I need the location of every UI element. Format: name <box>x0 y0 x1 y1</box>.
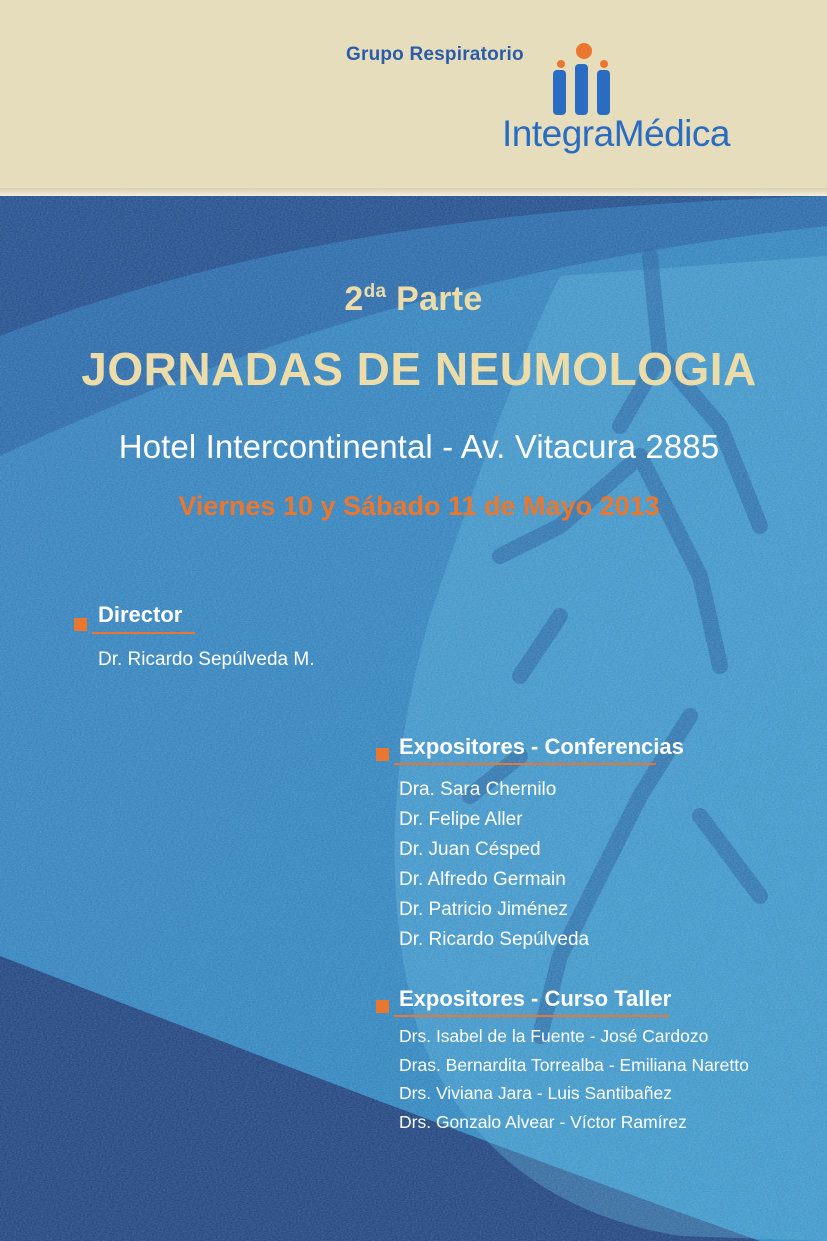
curso-taller-underline <box>394 1015 669 1017</box>
list-item: Dra. Sara Chernilo <box>399 779 557 800</box>
list-item: Dras. Bernardita Torrealba - Emiliana Naretto <box>399 1054 749 1075</box>
header-divider <box>0 188 827 196</box>
list-item: Dr. Patricio Jiménez <box>399 899 568 920</box>
list-item: Drs. Isabel de la Fuente - José Cardozo <box>399 1026 709 1046</box>
curso-taller-bullet-icon <box>376 1000 389 1013</box>
director-name: Dr. Ricardo Sepúlveda M. <box>98 649 315 670</box>
curso-taller-speaker-list <box>399 1022 749 1136</box>
director-list <box>98 645 315 675</box>
curso-taller-heading: Expositores - Curso Taller <box>399 986 672 1011</box>
edition-number: 2 <box>344 280 364 318</box>
edition-word: Parte <box>396 280 483 318</box>
event-venue: Hotel Intercontinental - Av. Vitacura 2885 <box>118 428 720 465</box>
edition-suffix: da <box>363 281 387 302</box>
poster-body <box>0 196 827 1241</box>
list-item: Drs. Viviana Jara - Luis Santibañez <box>399 1083 673 1103</box>
conferencias-bullet-icon <box>376 748 389 761</box>
event-title: JORNADAS DE NEUMOLOGIA <box>81 343 757 395</box>
header-band <box>0 0 827 190</box>
conferencias-underline <box>394 763 656 765</box>
director-underline <box>92 632 195 634</box>
director-heading: Director <box>98 602 183 627</box>
list-item: Dr. Ricardo Sepúlveda <box>399 929 590 950</box>
list-item: Dr. Alfredo Germain <box>399 869 566 890</box>
director-bullet-icon <box>74 618 87 631</box>
conferencias-speaker-list <box>399 775 589 955</box>
conferencias-heading: Expositores - Conferencias <box>399 734 684 759</box>
list-item: Dr. Juan Césped <box>399 839 541 860</box>
list-item: Dr. Felipe Aller <box>399 809 523 830</box>
logo-group-name: Grupo Respiratorio <box>346 44 524 65</box>
logo-brand-name: IntegraMédica <box>502 113 730 154</box>
event-dates: Viernes 10 y Sábado 11 de Mayo 2013 <box>178 491 660 521</box>
list-item: Drs. Gonzalo Alvear - Víctor Ramírez <box>399 1111 687 1132</box>
integramedica-logo-icon <box>548 40 618 118</box>
edition-label <box>0 280 827 319</box>
